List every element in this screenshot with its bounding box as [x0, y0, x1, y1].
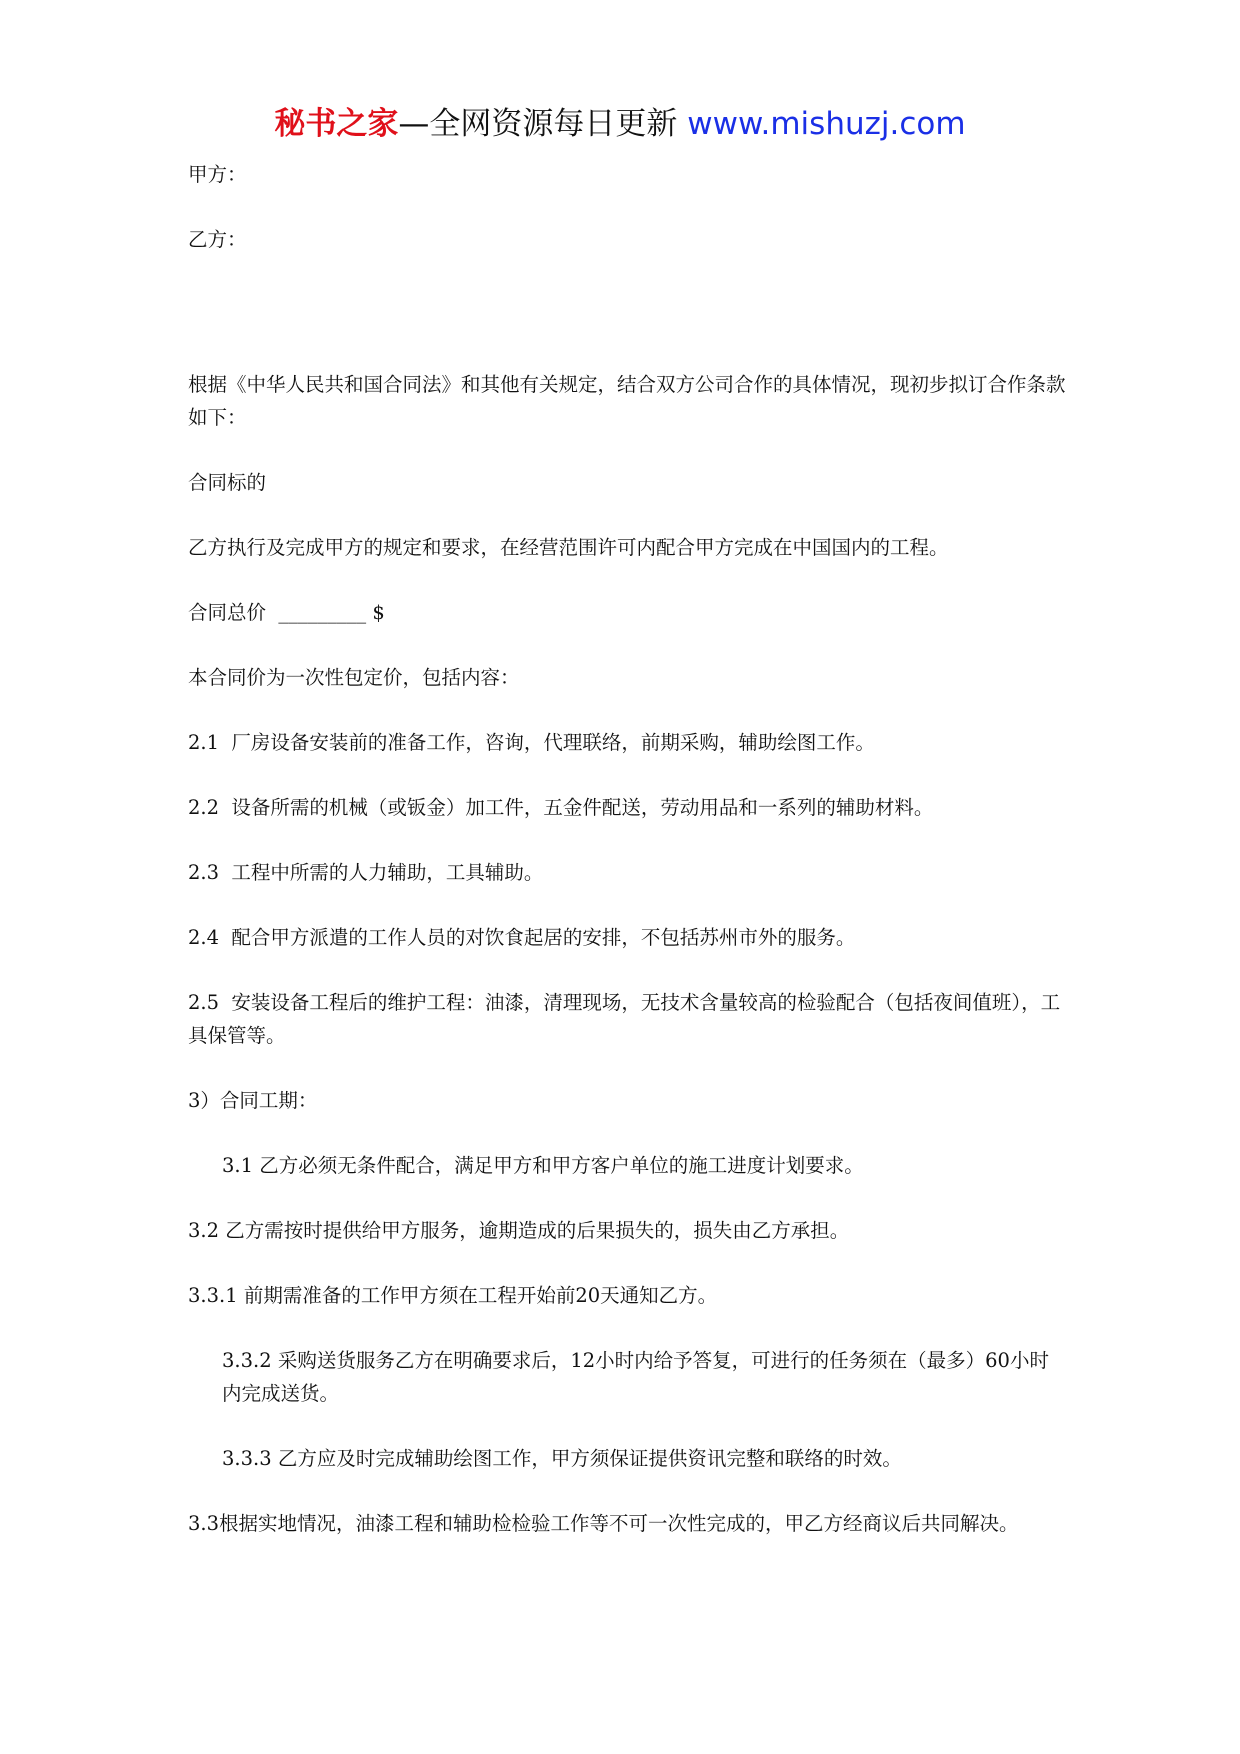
clause-2-5: 2.5 安装设备工程后的维护工程：油漆，清理现场，无技术含量较高的检验配合（包括夜间值班），工具保管等。: [188, 991, 1061, 1047]
party-b-label: 乙方：: [188, 228, 247, 251]
subject-heading: 合同标的: [188, 471, 267, 494]
clause-3-1: 3.1 乙方必须无条件配合，满足甲方和甲方客户单位的施工进度计划要求。: [222, 1154, 864, 1177]
clause-2-2: 2.2 设备所需的机械（或钣金）加工件，五金件配送，劳动用品和一系列的辅助材料。: [188, 796, 934, 819]
site-url-link[interactable]: www.mishuzj.com: [687, 106, 966, 142]
total-price-line: 合同总价 _________ $: [188, 601, 385, 624]
period-heading: 3）合同工期：: [188, 1089, 318, 1112]
clause-3-3-2: 3.3.2 采购送货服务乙方在明确要求后，12小时内给予答复，可进行的任务须在（最多）60小时内完成送货。: [222, 1349, 1049, 1405]
clause-2-4: 2.4 配合甲方派遣的工作人员的对饮食起居的安排，不包括苏州市外的服务。: [188, 926, 856, 949]
price-note: 本合同价为一次性包定价，包括内容：: [188, 666, 520, 689]
clause-3-3-1: 3.3.1 前期需准备的工作甲方须在工程开始前20天通知乙方。: [188, 1284, 718, 1307]
contract-body: [188, 158, 1068, 1540]
subject-text: 乙方执行及完成甲方的规定和要求，在经营范围许可内配合甲方完成在中国国内的工程。: [188, 536, 949, 559]
site-header: [0, 104, 1240, 144]
site-tagline: —全网资源每日更新: [398, 106, 688, 142]
intro-paragraph: 根据《中华人民共和国合同法》和其他有关规定，结合双方公司合作的具体情况，现初步拟订合作条款如下：: [188, 373, 1066, 429]
party-a-label: 甲方：: [188, 163, 247, 186]
clause-3-3: 3.3根据实地情况，油漆工程和辅助检检验工作等不可一次性完成的，甲乙方经商议后共同解决。: [188, 1512, 1019, 1535]
site-brand: 秘书之家: [274, 106, 399, 142]
clause-2-3: 2.3 工程中所需的人力辅助，工具辅助。: [188, 861, 544, 884]
clause-2-1: 2.1 厂房设备安装前的准备工作，咨询，代理联络，前期采购，辅助绘图工作。: [188, 731, 875, 754]
clause-3-3-3: 3.3.3 乙方应及时完成辅助绘图工作，甲方须保证提供资讯完整和联络的时效。: [222, 1447, 902, 1470]
clause-3-2: 3.2 乙方需按时提供给甲方服务，逾期造成的后果损失的，损失由乙方承担。: [188, 1219, 850, 1242]
